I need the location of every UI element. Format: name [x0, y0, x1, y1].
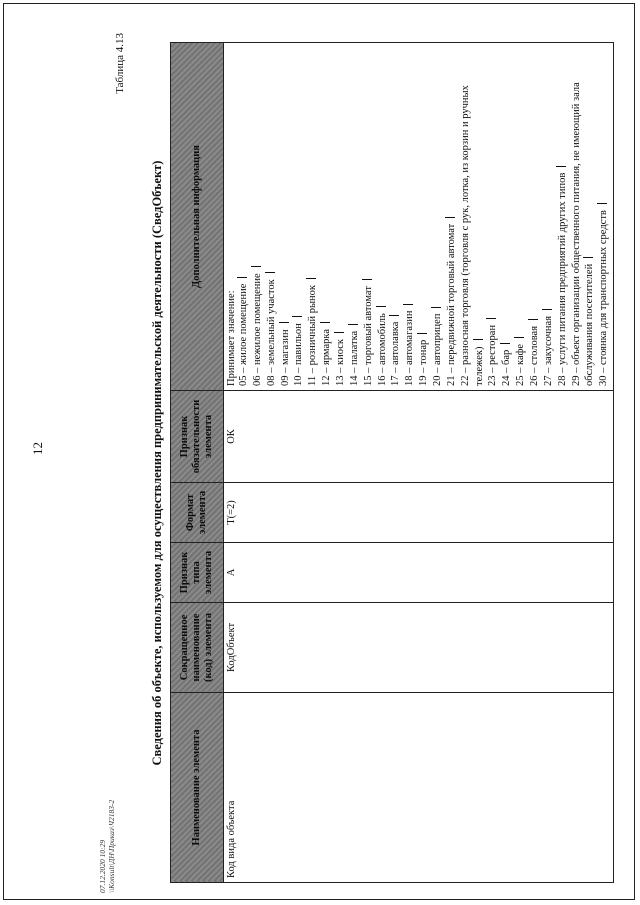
- info-intro: Принимает значение:: [226, 290, 237, 386]
- value-item: 30 – стоянка для транспортных средств: [597, 47, 611, 386]
- end-marker: [292, 316, 302, 317]
- table-header-row: [171, 43, 224, 883]
- header-required: Признак обязательности элемента: [171, 391, 224, 483]
- end-marker: [473, 339, 483, 340]
- value-item: 25 – кафе: [514, 47, 528, 386]
- cell-info: [224, 43, 614, 391]
- end-marker: [556, 166, 566, 167]
- value-item: 21 – передвижной торговый автомат: [445, 47, 459, 386]
- header-info: Дополнительная информация: [171, 43, 224, 391]
- end-marker: [334, 332, 344, 333]
- end-marker: [320, 322, 330, 323]
- cell-type: А: [224, 543, 614, 603]
- value-item: 29 – объект организации общественного питания, не имеющий зала обслуживания посетителей: [570, 82, 596, 386]
- end-marker: [542, 309, 552, 310]
- table-label: Таблица 4.13: [114, 33, 126, 94]
- value-item: 20 – автоприцеп: [431, 47, 445, 386]
- document-title: Сведения об объекте, используемом для осуществления предпринимательской деятельности (СведОбъект): [150, 160, 164, 766]
- value-item: 14 – палатка: [348, 47, 362, 386]
- value-list: [237, 47, 611, 386]
- value-item: 10 – павильон: [292, 47, 306, 386]
- value-item: 26 – столовая: [528, 47, 542, 386]
- value-item: 22 – разносная торговля (торговля с рук, лотка, из корзин и ручных тележек): [459, 85, 485, 386]
- data-table: [170, 42, 614, 883]
- end-marker: [251, 266, 261, 267]
- end-marker: [528, 319, 538, 320]
- end-marker: [500, 343, 510, 344]
- end-marker: [348, 324, 358, 325]
- end-marker: [597, 203, 607, 204]
- cell-name: Код вида объекта: [224, 693, 614, 883]
- end-marker: [486, 318, 496, 319]
- end-marker: [237, 277, 247, 278]
- end-marker: [431, 307, 441, 308]
- value-item: 12 – ярмарка: [320, 47, 334, 386]
- end-marker: [514, 337, 524, 338]
- cell-code: КодОбъект: [224, 603, 614, 693]
- footer-stamp-line: 07.12.2020 10:29: [98, 839, 107, 893]
- value-item: 08 – земельный участок: [265, 47, 279, 386]
- value-item: 13 – киоск: [334, 47, 348, 386]
- value-item: 23 – ресторан: [486, 47, 500, 386]
- end-marker: [445, 217, 455, 218]
- value-item: 18 – автомагазин: [403, 47, 417, 386]
- end-marker: [417, 333, 427, 334]
- end-marker: [376, 306, 386, 307]
- footer-stamp-line: \\Konsult\ДН\Приказ\Ч2183-2: [107, 799, 117, 893]
- page-number: 12: [30, 442, 45, 455]
- end-marker: [279, 322, 289, 323]
- value-item: 06 – нежилое помещение: [251, 47, 265, 386]
- end-marker: [265, 272, 275, 273]
- rotated-content: [98, 33, 610, 893]
- value-item: 28 – услуги питания предприятий других типов: [556, 47, 570, 386]
- value-item: 24 – бар: [500, 47, 514, 386]
- end-marker: [583, 257, 593, 258]
- end-marker: [403, 304, 413, 305]
- header-name: Наименование элемента: [171, 693, 224, 883]
- header-type: Признак типа элемента: [171, 543, 224, 603]
- header-format: Формат элемента: [171, 483, 224, 543]
- end-marker: [306, 278, 316, 279]
- end-marker: [362, 279, 372, 280]
- value-item: 11 – розничный рынок: [306, 47, 320, 386]
- value-item: 15 – торговый автомат: [362, 47, 376, 386]
- value-item: 19 – тонар: [417, 47, 431, 386]
- header-code: Сокращенное наименование (код) элемента: [171, 603, 224, 693]
- cell-format: T(=2): [224, 483, 614, 543]
- value-item: 27 – закусочная: [542, 47, 556, 386]
- end-marker: [389, 315, 399, 316]
- value-item: 05 – жилое помещение: [237, 47, 251, 386]
- value-item: 17 – автолавка: [389, 47, 403, 386]
- table-row: [224, 43, 614, 883]
- value-item: 09 – магазин: [279, 47, 293, 386]
- value-item: 16 – автомобиль: [376, 47, 390, 386]
- footer-stamp: [98, 800, 117, 893]
- cell-required: ОК: [224, 391, 614, 483]
